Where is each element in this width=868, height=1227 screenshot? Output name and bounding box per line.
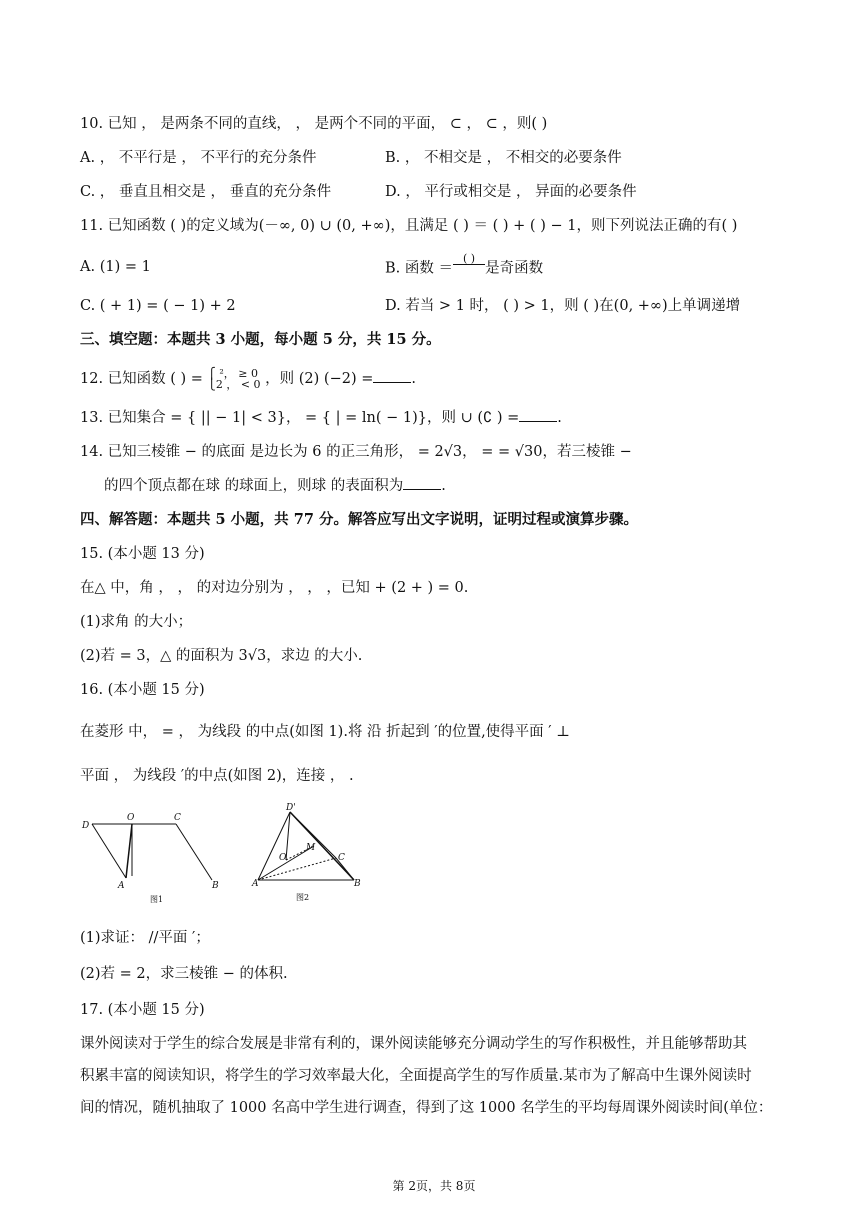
q11-option-b-post: 是奇函数 — [485, 260, 544, 277]
q17-line-3: 间的情况，随机抽取了 1000 名高中学生进行调查，得到了这 1000 名学生的平均每周课外阅读时间(单位： — [80, 1100, 773, 1116]
fig2-caption: 图2 — [296, 893, 310, 902]
q16-line-2: 平面 ， 为线段 ′的中点(如图 2)，连接 ， . — [80, 768, 354, 784]
q11-stem: 11. 已知函数 ( )的定义域为(－∞, 0) ∪ (0, +∞)，且满足 ( ) ＝ ( ) + ( ) − 1，则下列说法正确的有( ) — [80, 218, 738, 234]
fig1-edge-da — [92, 824, 126, 878]
fig1-caption: 图1 — [150, 895, 164, 904]
q16-line-1: 在菱形 中， = ， 为线段 的中点(如图 1).将 沿 折起到 ′的位置,使得平面 ′ ⊥ — [80, 724, 570, 740]
fig2-label-c: C — [338, 853, 345, 863]
q10-option-b: B. ， 不相交是 ， 不相交的必要条件 — [385, 150, 622, 166]
figure-2 — [250, 800, 370, 904]
q11-option-b-pre: B. 函数 ＝ — [385, 260, 453, 277]
q15-line-1: 在△ 中，角 ， ， 的对边分别为 ， ， ，已知 + (2 + ) = 0. — [80, 580, 469, 596]
q10-option-a: A. ， 不平行是 ， 不平行的充分条件 — [80, 150, 317, 166]
q15-part-1: (1)求角 的大小； — [80, 614, 193, 630]
q16-part-2: (2)若 = 2，求三棱锥 − 的体积. — [80, 966, 288, 982]
q15-part-2: (2)若 = 3，△ 的面积为 3√3，求边 的大小. — [80, 648, 363, 664]
fig1-label-o: O — [127, 813, 135, 823]
q12: 12. 已知函数 ( ) = ⎧ ²， ≥ 0 ⎩2 ， < 0 ，则 (2) (−2) = . — [80, 367, 416, 391]
q11-option-b-fraction — [453, 253, 485, 276]
q16-title: 16. (本小题 15 分) — [80, 682, 205, 698]
q14-answer-blank — [403, 476, 441, 490]
q12-answer-blank — [373, 369, 411, 383]
fig2-label-a: A — [252, 879, 259, 889]
page-footer: 第 2页，共 8页 — [392, 1179, 476, 1193]
q15-title: 15. (本小题 13 分) — [80, 546, 205, 562]
fig2-edge-ac — [258, 858, 336, 880]
q11-option-c: C. ( + 1) = ( − 1) + 2 — [80, 298, 236, 314]
q12-case-1: ⎧ ²， ≥ 0 — [207, 367, 258, 380]
q13: 13. 已知集合 = { || − 1| < 3}， = { | = ln( − 1)}，则 ∪ (∁ ) = . — [80, 410, 562, 426]
section-4-heading: 四、解答题：本题共 5 小题，共 77 分。解答应写出文字说明，证明过程或演算步骤。 — [80, 511, 638, 528]
fig1-label-c: C — [174, 813, 181, 823]
fig2-label-d: D' — [286, 803, 296, 813]
q12-case-2: ⎩2 ， < 0 — [207, 378, 261, 391]
fig2-label-b: B — [354, 879, 361, 889]
fig2-label-o: O — [279, 853, 287, 863]
q17-line-2: 积累丰富的阅读知识，将学生的学习效率最大化，全面提高学生的写作质量.某市为了解高中生课外阅读时 — [80, 1068, 752, 1084]
q12-piecewise — [208, 368, 261, 390]
q11-option-b-fraction-top: ( ) — [453, 253, 485, 265]
q14-line-1: 14. 已知三棱锥 − 的底面 是边长为 6 的正三角形， = 2√3， = = √30，若三棱锥 − — [80, 444, 632, 460]
q17-line-1: 课外阅读对于学生的综合发展是非常有利的，课外阅读能够充分调动学生的写作积极性，并且能够帮助其 — [80, 1036, 747, 1052]
q11-option-b — [385, 252, 544, 280]
q10-option-d: D. ， 平行或相交是 ， 异面的必要条件 — [385, 184, 637, 200]
q10-option-c: C. ， 垂直且相交是 ， 垂直的充分条件 — [80, 184, 332, 200]
q16-part-1: (1)求证： //平面 ′； — [80, 930, 210, 946]
q11-option-a: A. (1) = 1 — [80, 259, 151, 275]
fig2-label-m: M — [306, 843, 316, 853]
q14-line-2: 的四个顶点都在球 的球面上，则球 的表面积为 . — [104, 478, 446, 494]
fig1-edge-oa — [126, 824, 132, 878]
q12-post: ，则 (2) (−2) = — [265, 371, 374, 387]
q17-title: 17. (本小题 15 分) — [80, 1002, 205, 1018]
q14-line-2-text: 的四个顶点都在球 的球面上，则球 的表面积为 — [104, 478, 404, 494]
fig1-edge-cb — [176, 824, 212, 880]
q11-option-d: D. 若当 > 1 时， ( ) > 1，则 ( )在(0, +∞)上单调递增 — [385, 298, 741, 314]
fig1-label-b: B — [212, 881, 219, 891]
q13-answer-blank — [519, 408, 557, 422]
q13-text: 13. 已知集合 = { || − 1| < 3}， = { | = ln( − 1)}，则 ∪ (∁ ) = — [80, 410, 520, 426]
section-3-heading: 三、填空题：本题共 3 小题，每小题 5 分，共 15 分。 — [80, 331, 441, 348]
q12-pre: 12. 已知函数 ( ) = — [80, 371, 203, 387]
fig1-label-a: A — [118, 881, 125, 891]
q10-stem: 10. 已知 ， 是两条不同的直线， ， 是两个不同的平面， ⊂ ， ⊂ ，则( ) — [80, 116, 548, 132]
figure-1 — [78, 808, 228, 904]
fig1-label-d: D — [82, 821, 90, 831]
